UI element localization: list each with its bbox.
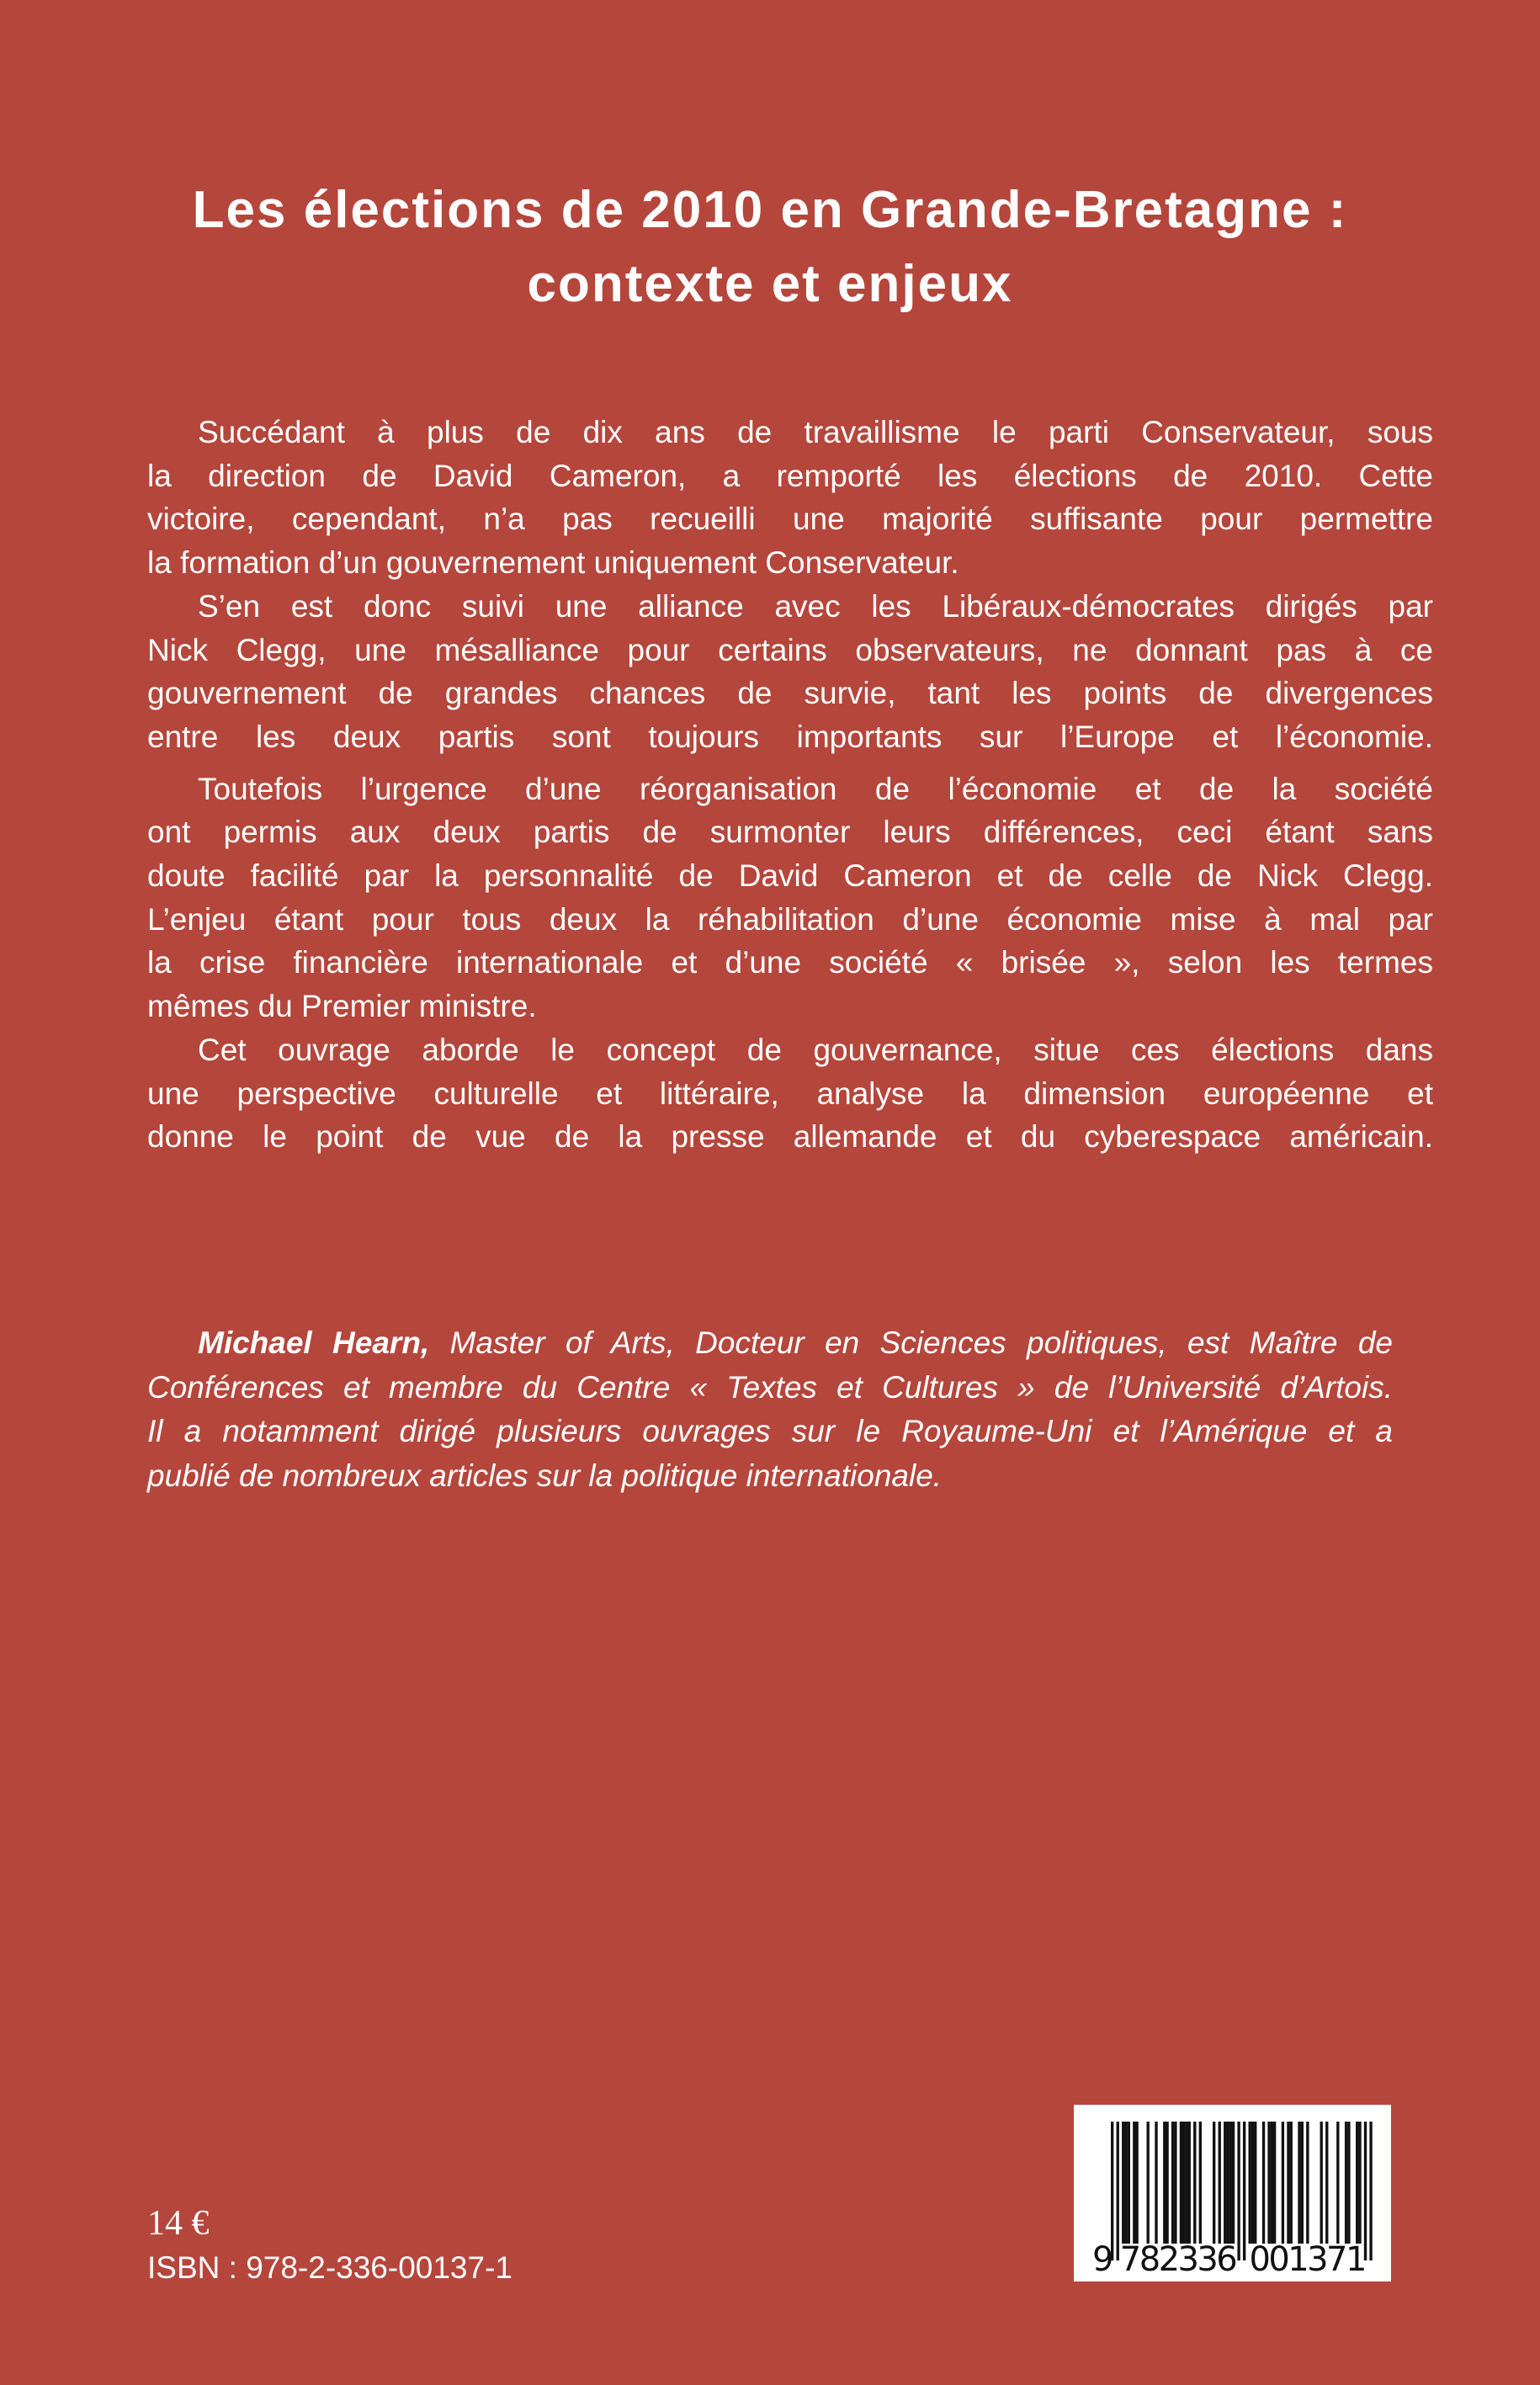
barcode-bar — [1193, 2122, 1196, 2244]
text-line: Conférences et membre du Centre « Textes et Cultures » de l’Université d’Artois. — [147, 1369, 1393, 1405]
text-line: S’en est donc suivi une alliance avec les Libéraux-démocrates dirigés par — [198, 588, 1433, 624]
text-line: L’enjeu étant pour tous deux la réhabilitation d’une économie mise à mal par — [147, 901, 1433, 937]
barcode-bar — [1336, 2122, 1339, 2244]
barcode-bar — [1180, 2122, 1182, 2244]
barcode-bar — [1251, 2122, 1254, 2244]
text-line: ont permis aux deux partis de surmonter leurs différences, ceci étant sans — [147, 815, 1433, 850]
barcode-bar — [1320, 2122, 1323, 2244]
isbn: ISBN : 978-2-336-00137-1 — [147, 2250, 512, 2285]
barcode-bar — [1282, 2122, 1284, 2244]
barcode-digit: 2 — [1158, 2240, 1181, 2279]
barcode-bar — [1306, 2122, 1309, 2244]
barcode-bar — [1166, 2122, 1168, 2244]
barcode-digit: 7 — [1326, 2240, 1348, 2279]
barcode-bar — [1243, 2122, 1245, 2260]
text-line: une perspective culturelle et littéraire, analyse la dimension européenne et — [147, 1076, 1433, 1111]
text-line: Cet ouvrage aborde le concept de gouvernance, situe ces élections dans — [198, 1032, 1433, 1067]
price: 14 € — [147, 2204, 210, 2243]
barcode-digit: 6 — [1216, 2240, 1238, 2279]
barcode-bar — [1290, 2122, 1293, 2244]
paragraph-2 — [147, 585, 1433, 759]
barcode-bar — [1271, 2122, 1273, 2244]
text-line: la crise financière internationale et d’une société « brisée », selon les termes — [147, 945, 1433, 980]
barcode-bar — [1232, 2122, 1235, 2244]
barcode-digit: 7 — [1119, 2240, 1142, 2279]
barcode-bar — [1358, 2122, 1361, 2244]
barcode-bar — [1301, 2122, 1304, 2244]
paragraph-4 — [147, 1028, 1433, 1159]
barcode-bar — [1229, 2122, 1232, 2244]
barcode-bar — [1128, 2122, 1130, 2244]
title-line-1: Les élections de 2010 en Grande-Bretagne : — [192, 181, 1348, 239]
text-line: publié de nombreux articles sur la politique internationale. — [147, 1458, 943, 1493]
barcode-bar — [1226, 2122, 1229, 2244]
barcode-bar — [1171, 2122, 1174, 2244]
barcode-bar — [1188, 2122, 1191, 2244]
author-bio — [147, 1321, 1393, 1498]
barcode-bar — [1369, 2122, 1372, 2260]
text-line: Succédant à plus de dix ans de travaillisme le parti Conservateur, sous — [198, 415, 1433, 449]
blurb — [147, 411, 1433, 1159]
barcode-bar — [1237, 2122, 1240, 2260]
barcode-digit: 3 — [1197, 2240, 1219, 2279]
barcode-bar — [1124, 2122, 1127, 2244]
text-line: Nick Clegg, une mésalliance pour certains observateurs, ne donnant pas à ce — [147, 632, 1433, 667]
title-line-2: contexte et enjeux — [527, 255, 1013, 313]
text-line: donne le point de vue de la presse allemande et du cyberespace américain. — [147, 1119, 1433, 1155]
barcode-digit: 9 — [1092, 2240, 1114, 2279]
barcode-digit: 3 — [1177, 2240, 1199, 2279]
paragraph-3 — [147, 768, 1433, 1028]
text-line: Toutefois l’urgence d’une réorganisation de l’économie et de la société — [198, 771, 1433, 806]
text-line: doute facilité par la personnalité de David Cameron et de celle de Nick Clegg. — [147, 858, 1433, 894]
barcode-bar — [1347, 2122, 1350, 2244]
barcode-bar — [1219, 2122, 1221, 2244]
barcode-graphic — [1074, 2105, 1391, 2281]
text-line: la direction de David Cameron, a remporté les élections de 2010. Cette — [147, 458, 1433, 493]
barcode-bar — [1325, 2122, 1328, 2244]
barcode-bar — [1163, 2122, 1166, 2244]
barcode-digit: 1 — [1288, 2240, 1309, 2279]
text-line: Il a notamment dirigé plusieurs ouvrages sur le Royaume-Uni et l’Amérique et a — [147, 1414, 1393, 1448]
barcode-bar — [1287, 2122, 1289, 2244]
author-name: Michael Hearn, — [198, 1325, 430, 1360]
barcode-bar — [1213, 2122, 1215, 2244]
barcode-bar — [1345, 2122, 1347, 2244]
barcode-bar — [1224, 2122, 1226, 2244]
barcode-bar — [1117, 2122, 1119, 2260]
text-line: la formation d’un gouvernement uniquement Conservateur. — [147, 545, 959, 581]
barcode-bar — [1267, 2122, 1270, 2244]
barcode-digit: 1 — [1345, 2240, 1367, 2279]
barcode-digit: 8 — [1139, 2240, 1161, 2279]
author-bio-text: Master of Arts, Docteur en Sciences politiques, est Maître de — [429, 1325, 1393, 1360]
paragraph-1 — [147, 411, 1433, 585]
barcode-bar — [1298, 2122, 1300, 2244]
barcode-bar — [1174, 2122, 1176, 2244]
barcode-bar — [1155, 2122, 1157, 2244]
barcode-bar — [1135, 2122, 1138, 2244]
barcode-bar — [1133, 2122, 1135, 2244]
barcode-bar — [1147, 2122, 1150, 2244]
barcode-digit: 0 — [1268, 2240, 1290, 2279]
barcode-bar — [1262, 2122, 1265, 2244]
barcode-bar — [1273, 2122, 1276, 2244]
barcode-bar — [1254, 2122, 1256, 2244]
text-line: victoire, cependant, n’a pas recueilli une majorité suffisante pour permettre — [147, 502, 1433, 537]
barcode-digit: 3 — [1307, 2240, 1329, 2279]
barcode-bar — [1356, 2122, 1358, 2244]
text-line: gouvernement de grandes chances de survie, tant les points de divergences — [147, 676, 1433, 711]
text-line: entre les deux partis sont toujours importants sur l’Europe et l’économie. — [147, 719, 1433, 754]
barcode-bar — [1199, 2122, 1202, 2244]
barcode-bar — [1182, 2122, 1185, 2244]
text-line — [147, 1321, 1393, 1366]
barcode-bar — [1122, 2122, 1124, 2244]
barcode-digit: 0 — [1249, 2240, 1271, 2279]
barcode — [1074, 2105, 1391, 2281]
barcode-bar — [1185, 2122, 1187, 2244]
barcode-bar — [1249, 2122, 1251, 2244]
text-line: mêmes du Premier ministre. — [147, 989, 537, 1024]
